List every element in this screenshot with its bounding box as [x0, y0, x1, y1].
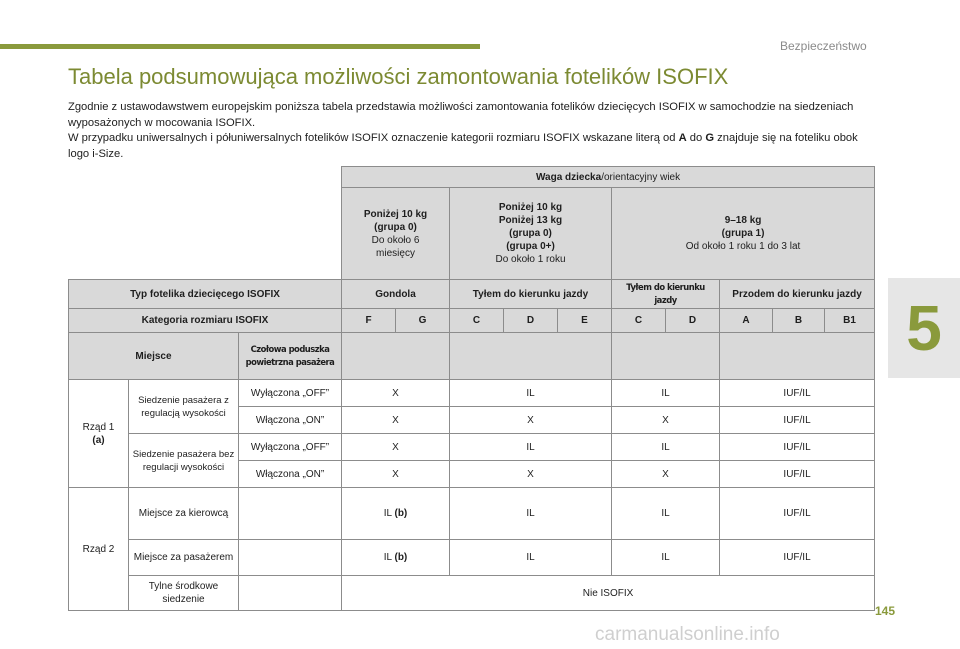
seat-behind-passenger: Miejsce za pasażerem: [129, 540, 239, 576]
chapter-number: 5: [906, 292, 942, 364]
size-cell: D: [504, 309, 558, 333]
row1-label: Rząd 1 (a): [69, 380, 129, 488]
size-cell: G: [396, 309, 450, 333]
intro-size-letter-g: G: [705, 132, 715, 144]
table-cell: IL: [612, 488, 720, 540]
type-gondola: Gondola: [342, 280, 450, 309]
place-label: Miejsce: [69, 333, 239, 380]
size-cell: B1: [825, 309, 875, 333]
intro-paragraph-2: [68, 131, 878, 162]
table-cell: X: [342, 434, 450, 461]
table-cell: IL: [612, 434, 720, 461]
table-cell: X: [342, 407, 450, 434]
intro-paragraph-1: Zgodnie z ustawodawstwem europejskim poniższa tabela przedstawia możliwości zamontowania fotelików dziecięcych ISOFIX w samochodzie na siedzeniach wyposażonych w mocowania ISOFIX.: [68, 101, 854, 129]
table-cell: IL: [450, 488, 612, 540]
table-cell: IL: [450, 540, 612, 576]
table-cell: IUF/IL: [720, 540, 875, 576]
seat-height-adjust: Siedzenie pasażera z regulacją wysokości: [129, 380, 239, 434]
table-cell: IL: [450, 380, 612, 407]
page-number: 145: [875, 604, 896, 618]
intro-text-part: do: [686, 132, 706, 144]
type-rearward-2: Tyłem do kierunku jazdy: [612, 280, 720, 309]
page-title: Tabela podsumowująca możliwości zamontowania fotelików ISOFIX: [68, 64, 729, 89]
airbag-off: Wyłączona „OFF”: [239, 434, 342, 461]
seat-behind-driver: Miejsce za kierowcą: [129, 488, 239, 540]
intro-text-part: W przypadku uniwersalnych i półuniwersalnych fotelików ISOFIX oznaczenie kategorii rozmiaru ISOFIX wskazane literą od: [68, 132, 679, 144]
size-cell: E: [558, 309, 612, 333]
non-isofix-cell: Nie ISOFIX: [342, 576, 875, 611]
header-accent-bar: [0, 44, 480, 49]
size-label: Kategoria rozmiaru ISOFIX: [69, 309, 342, 333]
table-cell: IUF/IL: [720, 461, 875, 488]
table-cell: IUF/IL: [720, 488, 875, 540]
table-cell: X: [612, 407, 720, 434]
weight-header: Waga dziecka/orientacyjny wiek: [342, 167, 875, 188]
table-cell: X: [450, 461, 612, 488]
table-cell: IL: [612, 380, 720, 407]
table-cell: IL: [450, 434, 612, 461]
airbag-on: Włączona „ON”: [239, 461, 342, 488]
table-cell: IL (b): [342, 488, 450, 540]
group-1-header: 9–18 kg (grupa 1) Od około 1 roku 1 do 3 lat: [612, 188, 875, 280]
watermark: carmanualsonline.info: [595, 624, 780, 645]
size-cell: A: [720, 309, 773, 333]
isofix-table: [68, 166, 875, 611]
seat-no-height-adjust: Siedzenie pasażera bez regulacji wysokości: [129, 434, 239, 488]
airbag-label: Czołowa poduszka powietrzna pasażera: [239, 333, 342, 380]
table-cell: X: [342, 461, 450, 488]
type-rearward: Tyłem do kierunku jazdy: [450, 280, 612, 309]
type-forward: Przodem do kierunku jazdy: [720, 280, 875, 309]
size-cell: F: [342, 309, 396, 333]
chapter-tab: [888, 278, 960, 378]
airbag-on: Włączona „ON”: [239, 407, 342, 434]
table-cell: IUF/IL: [720, 407, 875, 434]
size-cell: C: [450, 309, 504, 333]
type-label: Typ fotelika dziecięcego ISOFIX: [69, 280, 342, 309]
size-cell: D: [666, 309, 720, 333]
intro-text: [68, 100, 878, 162]
intro-size-letter-a: A: [678, 132, 687, 144]
group-0plus-header: Poniżej 10 kg Poniżej 13 kg (grupa 0) (grupa 0+) Do około 1 roku: [450, 188, 612, 280]
table-cell: X: [450, 407, 612, 434]
section-title: Bezpieczeństwo: [780, 39, 867, 53]
group-0-header: Poniżej 10 kg (grupa 0) Do około 6 miesięcy: [342, 188, 450, 280]
rear-center-seat: Tylne środkowe siedzenie: [129, 576, 239, 611]
airbag-off: Wyłączona „OFF”: [239, 380, 342, 407]
size-cell: B: [773, 309, 825, 333]
intro-text-part: znajduje się na foteliku obok logo i-Size.: [68, 132, 858, 160]
table-cell: X: [612, 461, 720, 488]
size-cell: C: [612, 309, 666, 333]
table-cell: IL (b): [342, 540, 450, 576]
row2-label: Rząd 2: [69, 488, 129, 611]
table-cell: IUF/IL: [720, 434, 875, 461]
table-cell: IUF/IL: [720, 380, 875, 407]
table-cell: X: [342, 380, 450, 407]
table-cell: IL: [612, 540, 720, 576]
